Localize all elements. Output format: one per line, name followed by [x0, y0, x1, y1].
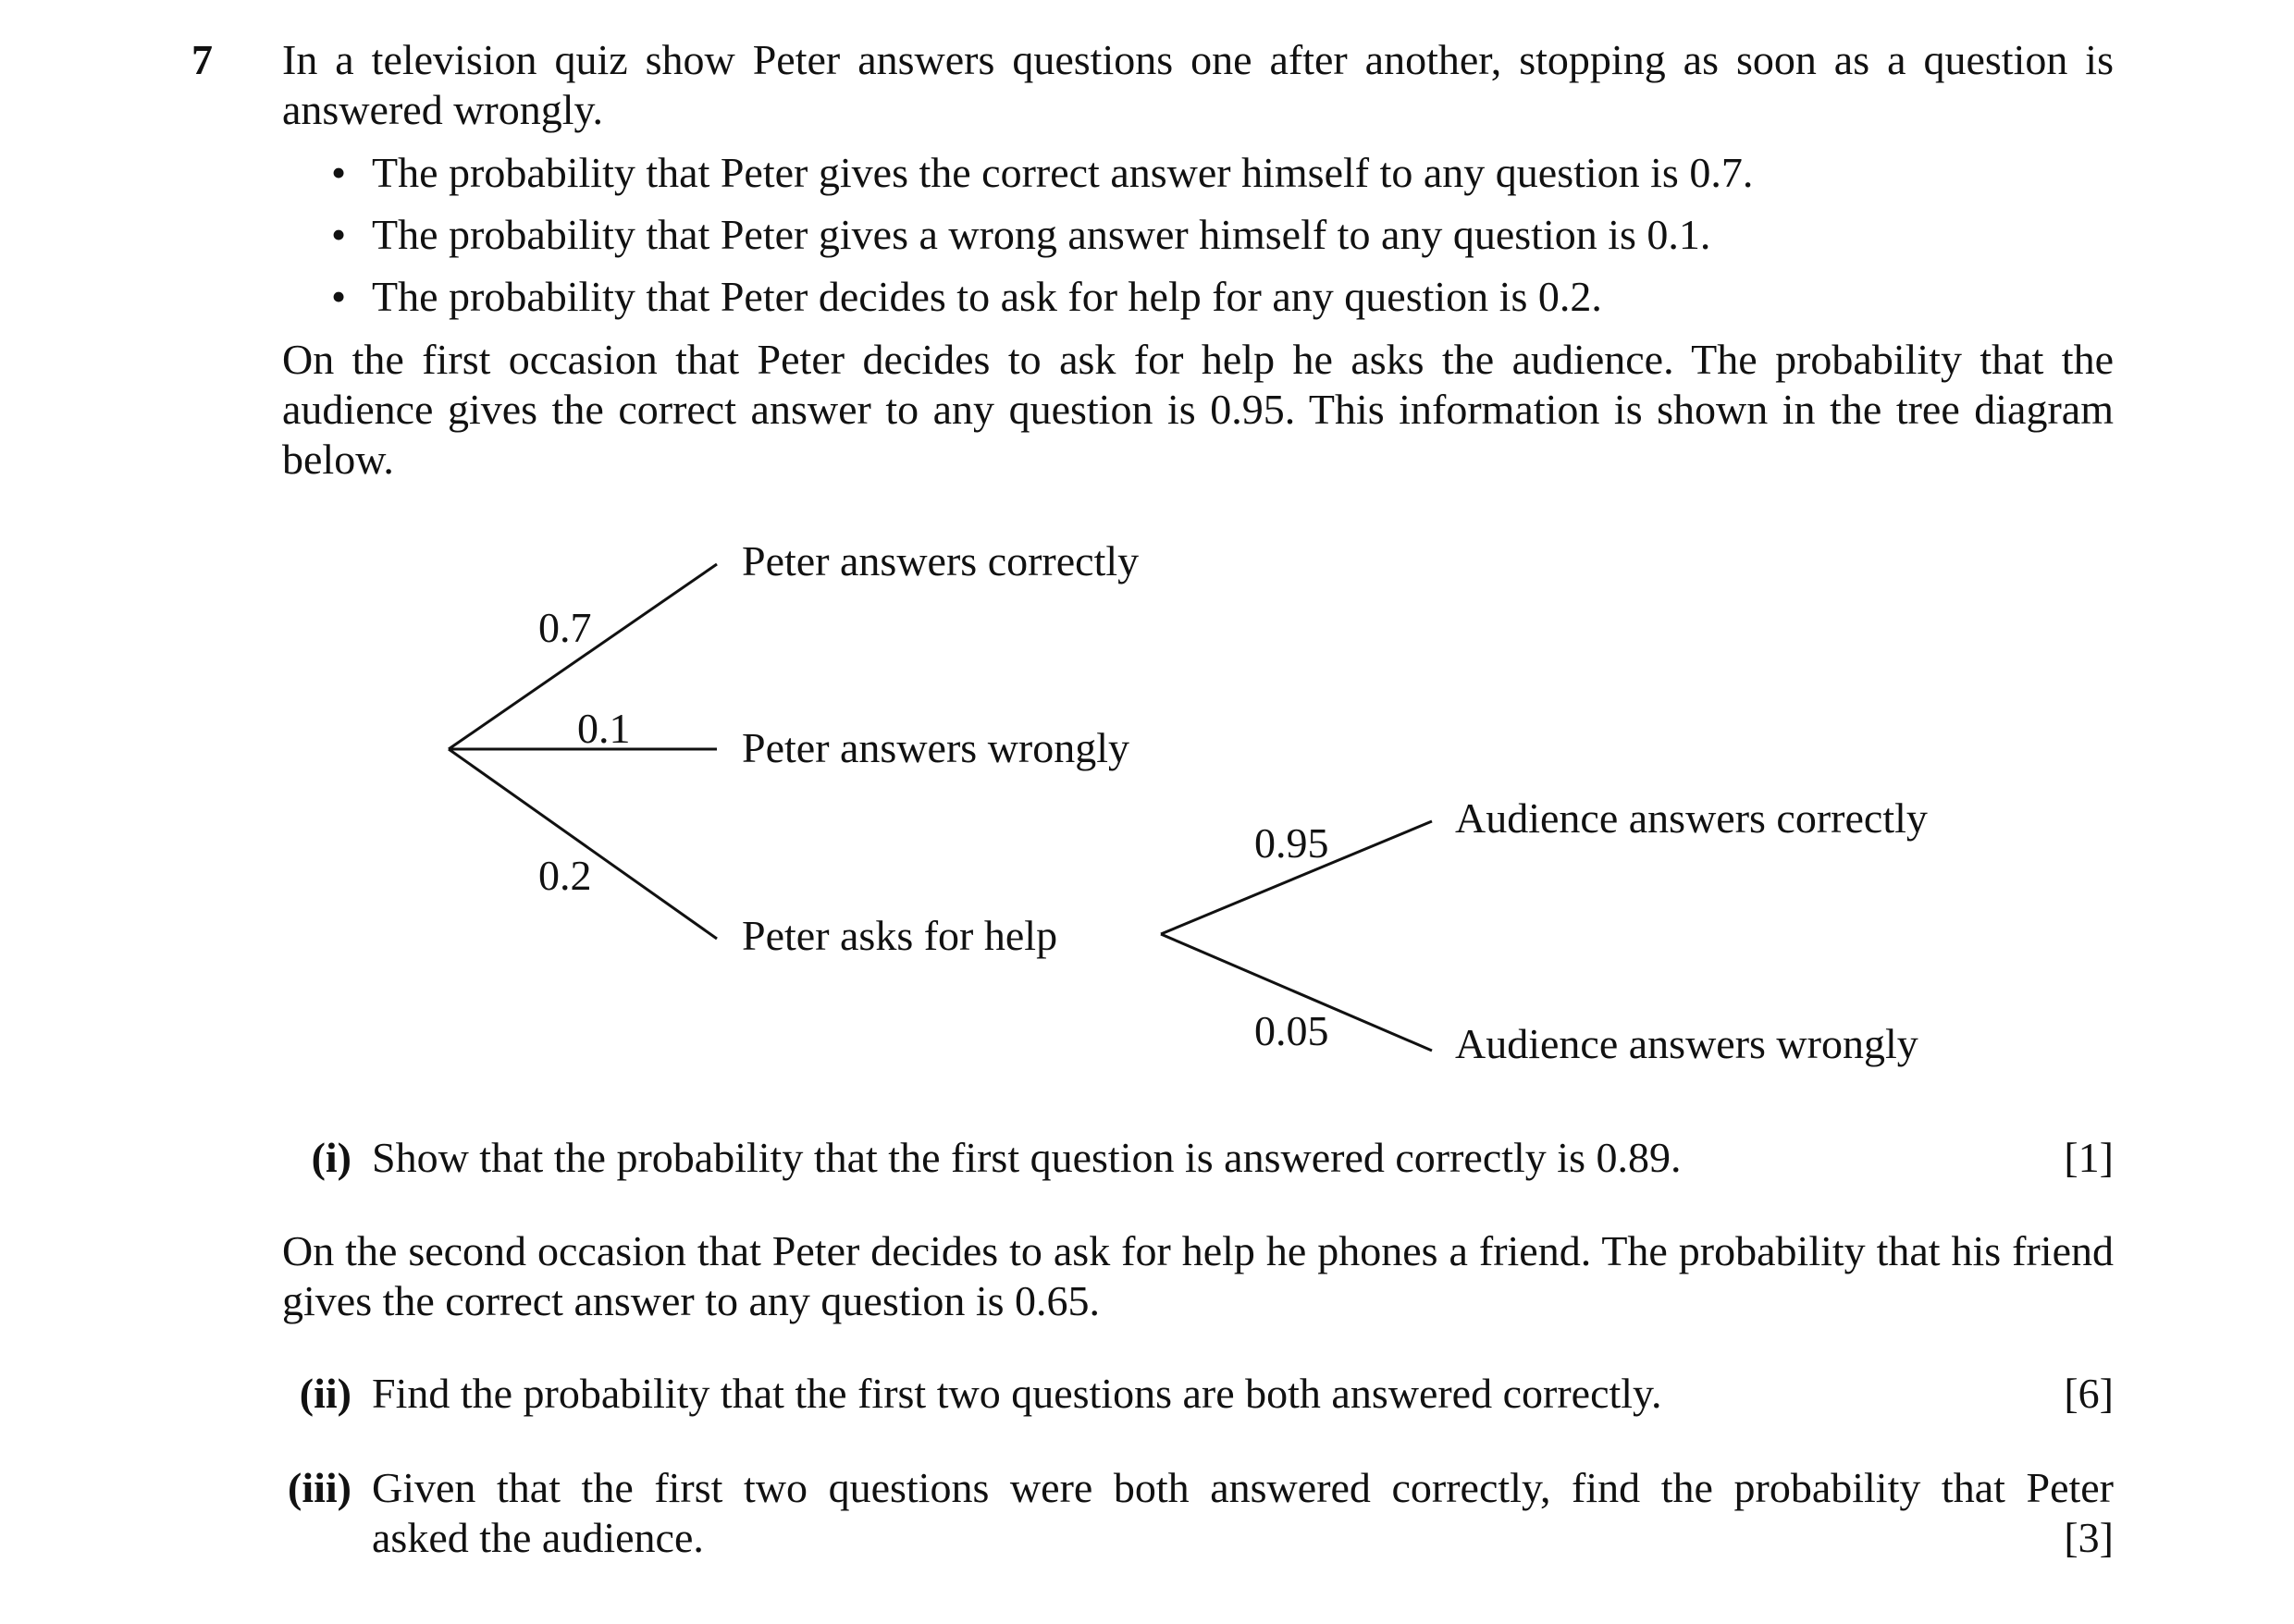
branch-line-help [449, 749, 717, 939]
part-label-ii: (ii) [299, 1370, 352, 1417]
prob-label-audience-correct: 0.95 [1254, 819, 1329, 867]
bullet-text: The probability that Peter gives the correct answer himself to any question is 0.7. [372, 149, 1754, 196]
prob-label-audience-wrong: 0.05 [1254, 1007, 1329, 1054]
outcome-label-help: Peter asks for help [742, 912, 1058, 959]
bullet-icon: • [331, 211, 347, 258]
question-intro: In a television quiz show Peter answers questions one after another, stopping as soon as a question is answered wrongly. [282, 36, 2114, 133]
part-text-iii-line1: Given that the first two questions were both answered correctly, find the probability that Peter [372, 1464, 2114, 1511]
marks-i: [1] [2064, 1134, 2114, 1181]
bullet-item-wrong [331, 210, 1710, 260]
part-text-iii-line2: asked the audience. [372, 1514, 704, 1561]
friend-info-paragraph: On the second occasion that Peter decides to ask for help he phones a friend. The probability that his friend gives the correct answer to any question is 0.65. [282, 1227, 2114, 1324]
branch-line-correct [449, 564, 717, 749]
bullet-text: The probability that Peter gives a wrong answer himself to any question is 0.1. [372, 211, 1711, 258]
audience-info-paragraph: On the first occasion that Peter decides to ask for help he asks the audience. The probability that the audience gives the correct answer to any question is 0.95. This information is shown in the tree diagram below. [282, 336, 2114, 483]
branch-line-audience-wrong [1161, 934, 1432, 1051]
part-label-iii: (iii) [288, 1464, 352, 1511]
bullet-text: The probability that Peter decides to ask for help for any question is 0.2. [372, 273, 1602, 320]
part-text-ii: Find the probability that the first two questions are both answered correctly. [372, 1370, 1662, 1417]
bullet-item-help [331, 272, 1602, 322]
part-text-i: Show that the probability that the first question is answered correctly is 0.89. [372, 1134, 1682, 1181]
branch-line-audience-correct [1161, 821, 1432, 934]
outcome-label-audience-wrong: Audience answers wrongly [1455, 1020, 1918, 1067]
part-label-i: (i) [311, 1134, 352, 1181]
question-number: 7 [191, 36, 213, 83]
prob-label-wrong: 0.1 [577, 705, 631, 752]
marks-iii: [3] [2064, 1514, 2114, 1561]
prob-label-help: 0.2 [538, 852, 592, 899]
bullet-icon: • [331, 273, 347, 320]
outcome-label-audience-correct: Audience answers correctly [1455, 794, 1928, 842]
marks-ii: [6] [2064, 1370, 2114, 1417]
bullet-item-correct [331, 148, 1753, 198]
outcome-label-correct: Peter answers correctly [742, 537, 1140, 584]
prob-label-correct: 0.7 [538, 604, 592, 651]
bullet-icon: • [331, 149, 347, 196]
outcome-label-wrong: Peter answers wrongly [742, 724, 1130, 771]
